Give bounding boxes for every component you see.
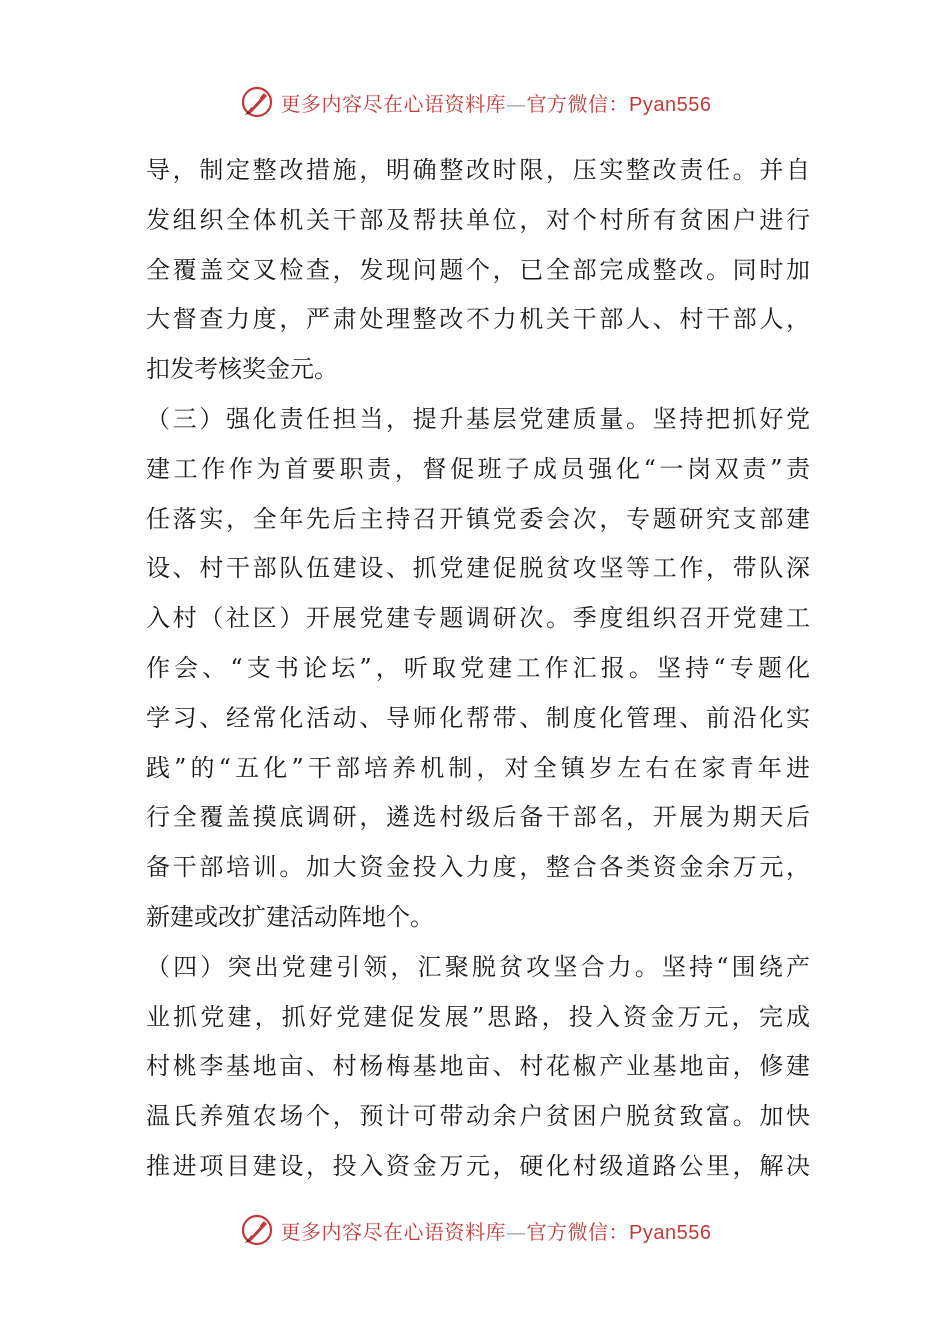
header-banner-separator: — — [506, 91, 527, 116]
text-line: 扣发考核奖金元。 — [146, 355, 338, 384]
text-line: 入村（社区）开展党建专题调研次。季度组织召开党建工 — [146, 604, 810, 633]
text-line: 村桃李基地亩、村杨梅基地亩、村花椒产业基地亩，修建 — [146, 1052, 810, 1081]
quill-logo-icon — [239, 1212, 275, 1248]
text-line: 大督查力度，严肃处理整改不力机关干部人、村干部人， — [146, 305, 810, 334]
text-line: 学习、经常化活动、导师化帮带、制度化管理、前沿化实 — [146, 703, 810, 732]
text-line: 温氏养殖农场个，预计可带动余户贫困户脱贫致富。加快 — [146, 1102, 810, 1131]
text-line: 全覆盖交叉检查，发现问题个，已全部完成整改。同时加 — [146, 255, 810, 284]
text-line: 作会、“支书论坛”，听取党建工作汇报。坚持“专题化 — [146, 653, 810, 682]
text-line: 建工作作为首要职责，督促班子成员强化“一岗双责”责 — [146, 454, 810, 483]
text-line: 践”的“五化”干部培养机制，对全镇岁左右在家青年进 — [146, 753, 810, 782]
header-banner-text — [281, 88, 712, 117]
text-line: （三）强化责任担当，提升基层党建质量。坚持把抓好党 — [146, 404, 810, 433]
text-line: 任落实，全年先后主持召开镇党委会次，专题研究支部建 — [146, 504, 810, 533]
footer-banner-text — [281, 1216, 712, 1245]
text-line: 业抓党建，抓好党建促发展”思路，投入资金万元，完成 — [146, 1002, 810, 1031]
text-line: 推进项目建设，投入资金万元，硬化村级道路公里，解决 — [146, 1151, 810, 1180]
footer-banner-title: 更多内容尽在心语资料库 — [280, 1219, 507, 1244]
footer-banner-separator: — — [506, 1219, 527, 1244]
text-line: 新建或改扩建活动阵地个。 — [146, 902, 434, 931]
text-line: 发组织全体机关干部及帮扶单位，对个村所有贫困户进行 — [146, 205, 810, 234]
footer-banner-label: 官方微信： — [526, 1219, 630, 1244]
footer-watermark-banner — [0, 1210, 950, 1250]
footer-banner-handle: Pyan556 — [629, 1221, 712, 1244]
header-banner-handle: Pyan556 — [629, 93, 712, 116]
text-line: 备干部培训。加大资金投入力度，整合各类资金余万元， — [146, 853, 810, 882]
header-watermark-banner — [0, 82, 950, 122]
document-body — [146, 146, 810, 1192]
text-line: 设、村干部队伍建设、抓党建促脱贫攻坚等工作，带队深 — [146, 554, 810, 583]
text-line: 行全覆盖摸底调研，遴选村级后备干部名，开展为期天后 — [146, 803, 810, 832]
text-line: 导，制定整改措施，明确整改时限，压实整改责任。并自 — [146, 156, 810, 184]
header-banner-title: 更多内容尽在心语资料库 — [280, 91, 507, 116]
text-line: （四）突出党建引领，汇聚脱贫攻坚合力。坚持“围绕产 — [146, 952, 810, 981]
header-banner-label: 官方微信： — [526, 91, 630, 116]
quill-logo-icon — [239, 84, 275, 120]
